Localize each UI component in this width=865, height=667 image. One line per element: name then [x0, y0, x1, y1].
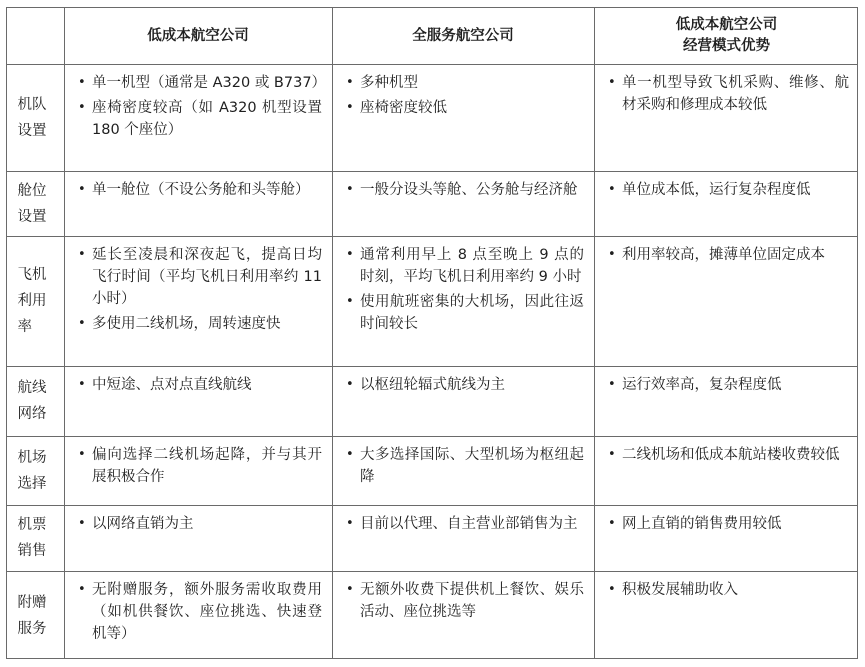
row-label-text: 机队设置 [17, 96, 47, 139]
table-cell-adv [594, 72, 859, 119]
row-divider [7, 436, 857, 437]
table-cell-adv [594, 244, 859, 269]
row-label [7, 571, 64, 660]
row-label [7, 505, 64, 571]
bullet-item: • 大多选择国际、大型机场为枢纽起降 [346, 444, 584, 488]
table-cell-lcc [64, 374, 332, 399]
table-cell-fsc [332, 179, 594, 204]
row-label-text: 机票销售 [17, 517, 47, 559]
comparison-table [6, 7, 858, 659]
header-full-service-text: 全服务航空公司 [412, 27, 514, 44]
bullet-item: • 多种机型 [346, 72, 584, 94]
row-divider [7, 236, 857, 237]
header-full-service [332, 8, 594, 64]
bullet-item: • 多使用二线机场，周转速度快 [78, 313, 322, 335]
row-label-text: 机场选择 [17, 449, 47, 492]
table-cell-fsc [332, 513, 594, 538]
row-label [7, 171, 64, 236]
table-cell-adv [594, 579, 859, 604]
row-label-text: 附赠服务 [17, 594, 47, 637]
table-cell-fsc [332, 444, 594, 491]
table-cell-lcc [64, 444, 332, 491]
bullet-item: • 以枢纽轮辐式航线为主 [346, 374, 584, 396]
row-divider [7, 366, 857, 367]
bullet-item: • 无额外收费下提供机上餐饮、娱乐活动、座位挑选等 [346, 579, 584, 623]
header-low-cost-text: 低成本航空公司 [147, 27, 249, 44]
bullet-item: • 二线机场和低成本航站楼收费较低 [608, 444, 849, 466]
bullet-item: • 单一舱位（不设公务舱和头等舱） [78, 179, 322, 201]
header-low-cost [64, 8, 332, 64]
row-divider [7, 171, 857, 172]
bullet-item: • 运行效率高，复杂程度低 [608, 374, 849, 396]
bullet-item: • 使用航班密集的大机场，因此往返时间较长 [346, 291, 584, 335]
row-divider [7, 505, 857, 506]
table-cell-adv [594, 179, 859, 204]
header-advantage-line2: 经营模式优势 [683, 38, 770, 54]
header-advantage-line1: 低成本航空公司 [675, 17, 778, 33]
bullet-item: • 以网络直销为主 [78, 513, 322, 535]
bullet-item: • 网上直销的销售费用较低 [608, 513, 849, 535]
row-label [7, 366, 64, 436]
table-cell-adv [594, 513, 859, 538]
bullet-item: • 座椅密度较高（如 A320 机型设置 180 个座位） [78, 97, 322, 141]
row-divider [7, 571, 857, 572]
table-cell-adv [594, 444, 859, 469]
table-cell-fsc [332, 374, 594, 399]
row-label [7, 436, 64, 505]
bullet-item: • 偏向选择二线机场起降，并与其开展积极合作 [78, 444, 322, 488]
row-label-text: 舱位设置 [17, 182, 47, 225]
table-cell-fsc [332, 72, 594, 122]
row-label-text: 飞机利用率 [17, 267, 47, 335]
table-cell-lcc [64, 72, 332, 144]
bullet-item: • 无附赠服务，额外服务需收取费用（如机供餐饮、座位挑选、快速登机等） [78, 579, 322, 645]
bullet-item: • 单一机型导致飞机采购、维修、航材采购和修理成本较低 [608, 72, 849, 116]
bullet-item: • 单位成本低，运行复杂程度低 [608, 179, 849, 201]
bullet-item: • 目前以代理、自主营业部销售为主 [346, 513, 584, 535]
table-cell-lcc [64, 579, 332, 648]
row-label [7, 236, 64, 366]
bullet-item: • 中短途、点对点直线航线 [78, 374, 322, 396]
table-cell-fsc [332, 244, 594, 338]
bullet-item: • 座椅密度较低 [346, 97, 584, 119]
table-cell-lcc [64, 179, 332, 204]
row-label-text: 航线网络 [17, 380, 47, 422]
bullet-item: • 积极发展辅助收入 [608, 579, 849, 601]
row-label [7, 64, 64, 171]
table-cell-lcc [64, 244, 332, 338]
table-cell-lcc [64, 513, 332, 538]
table-cell-adv [594, 374, 859, 399]
bullet-item: • 延长至凌晨和深夜起飞，提高日均飞行时间（平均飞机日利用率约 11 小时） [78, 244, 322, 310]
bullet-item: • 通常利用早上 8 点至晚上 9 点的时刻，平均飞机日利用率约 9 小时 [346, 244, 584, 288]
bullet-item: • 单一机型（通常是 A320 或 B737） [78, 72, 322, 94]
bullet-item: • 利用率较高，摊薄单位固定成本 [608, 244, 849, 266]
bullet-item: • 一般分设头等舱、公务舱与经济舱 [346, 179, 584, 201]
header-advantage [594, 8, 859, 64]
row-divider [7, 64, 857, 65]
table-cell-fsc [332, 579, 594, 626]
